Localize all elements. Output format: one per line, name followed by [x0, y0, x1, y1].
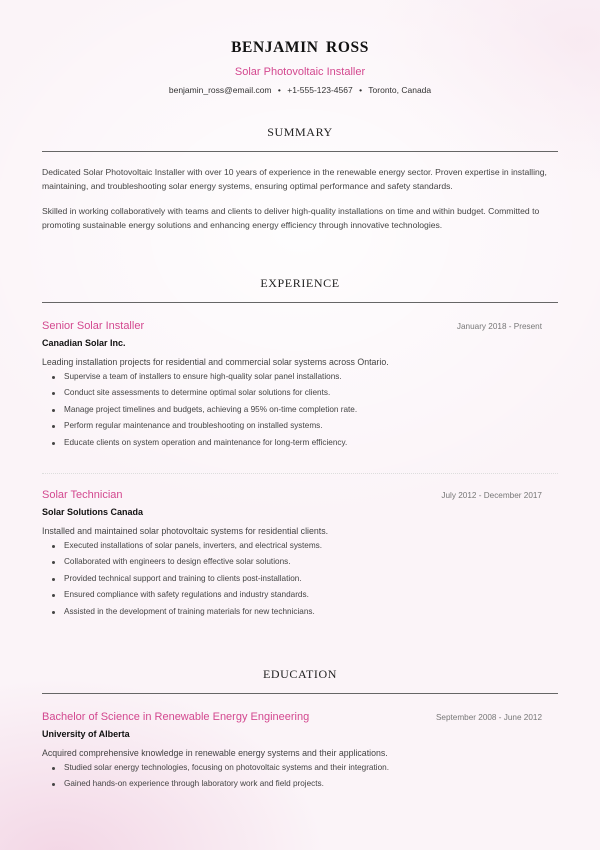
- experience-section: [42, 276, 558, 620]
- job-bullets: [42, 538, 558, 620]
- job-dates: July 2012 - December 2017: [441, 491, 542, 501]
- section-divider: [42, 693, 558, 694]
- education-dates: September 2008 - June 2012: [435, 713, 542, 723]
- section-heading: EDUCATION: [262, 667, 338, 682]
- entry-header: [42, 489, 558, 501]
- candidate-title: Solar Photovoltaic Installer: [234, 66, 366, 78]
- bullet-item: Provided technical support and training to clients post-installation.: [52, 571, 558, 587]
- job-company: Solar Solutions Canada: [42, 507, 144, 518]
- summary-section: [42, 125, 558, 232]
- experience-entry: [42, 320, 558, 451]
- bullet-item: Conduct site assessments to determine optimal solar solutions for clients.: [52, 385, 558, 401]
- bullet-item: Ensured compliance with safety regulations and industry standards.: [52, 587, 558, 603]
- job-dates: January 2018 - Present: [456, 322, 542, 331]
- job-description: Leading installation projects for residential and commercial solar systems across Ontario.: [42, 357, 389, 367]
- section-heading: SUMMARY: [267, 125, 333, 139]
- school-name: University of Alberta: [42, 729, 130, 740]
- contact-separator: •: [359, 85, 363, 95]
- resume-header: [42, 0, 558, 95]
- education-bullets: [42, 760, 558, 793]
- job-role: Solar Technician: [42, 489, 123, 502]
- education-section: [42, 667, 558, 793]
- bullet-item: Studied solar energy technologies, focusing on photovoltaic systems and their integration.: [52, 760, 558, 776]
- summary-paragraph: Dedicated Solar Photovoltaic Installer with over 10 years of experience in the renewable energy sector. Proven expertise in installing, maintaining, and troubleshooting solar energy systems, ensuring optimal performance and safety standards.: [42, 167, 547, 191]
- contact-line: [42, 85, 558, 95]
- bullet-item: Supervise a team of installers to ensure high-quality solar panel installations.: [52, 369, 558, 385]
- experience-entry: [42, 489, 558, 620]
- entry-divider: [42, 473, 558, 474]
- section-heading: EXPERIENCE: [260, 276, 340, 290]
- bullet-item: Assisted in the development of training materials for new technicians.: [52, 604, 558, 620]
- section-divider: [42, 151, 558, 152]
- section-divider: [42, 302, 558, 303]
- bullet-item: Educate clients on system operation and maintenance for long-term efficiency.: [52, 435, 558, 451]
- job-bullets: [42, 369, 558, 451]
- contact-email: benjamin_ross@email.com: [168, 85, 272, 95]
- contact-separator: •: [277, 85, 281, 95]
- bullet-item: Collaborated with engineers to design effective solar solutions.: [52, 554, 558, 570]
- bullet-item: Gained hands-on experience through laboratory work and field projects.: [52, 776, 558, 792]
- entry-header: [42, 320, 558, 332]
- education-description: Acquired comprehensive knowledge in renewable energy systems and their applications.: [42, 748, 388, 759]
- job-description: Installed and maintained solar photovoltaic systems for residential clients.: [42, 526, 329, 537]
- job-role: Senior Solar Installer: [42, 320, 145, 332]
- entry-header: [42, 711, 558, 723]
- bullet-item: Perform regular maintenance and troubleshooting on installed systems.: [52, 418, 558, 434]
- candidate-name: BENJAMIN ROSS: [231, 39, 369, 56]
- degree-title: Bachelor of Science in Renewable Energy Engineering: [42, 711, 310, 724]
- education-entry: [42, 711, 558, 793]
- contact-location: Toronto, Canada: [368, 85, 432, 95]
- bullet-item: Manage project timelines and budgets, achieving a 95% on-time completion rate.: [52, 402, 558, 418]
- summary-paragraph: Skilled in working collaboratively with teams and clients to deliver high-quality installations on time and within budget. Committed to promoting sustainable energy solutions and enhancing energy efficiency through innovative technologies.: [42, 206, 540, 230]
- contact-phone: +1-555-123-4567: [287, 85, 353, 95]
- job-company: Canadian Solar Inc.: [42, 338, 126, 348]
- bullet-item: Executed installations of solar panels, inverters, and electrical systems.: [52, 538, 558, 554]
